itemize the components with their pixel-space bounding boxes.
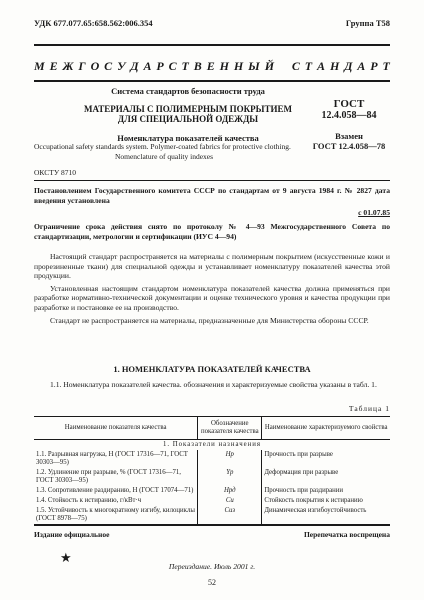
table-row: [34, 468, 390, 486]
banner-letter: Д: [130, 58, 139, 73]
banner-letter: Р: [156, 58, 164, 73]
banner-letter: Н: [219, 58, 229, 73]
english-title: [34, 142, 334, 161]
intro-date: с 01.07.85: [358, 208, 390, 217]
paragraph-exclusion: Стандарт не распространяется на материалы, предназначенные для Министерства обороны СССР.: [50, 315, 369, 325]
system-title: Система стандартов безопасности труда: [111, 86, 265, 96]
row-property: Деформация при разрыве: [262, 468, 390, 486]
row-property: Стойкость покрытия к истиранию: [262, 496, 390, 506]
english-title-line2: Nomenclature of quality indexes: [114, 151, 214, 161]
quality-index-table: [34, 416, 390, 524]
row-name: 1.1. Разрывная нагрузка, Н (ГОСТ 17316—71, ГОСТ 30303—95): [36, 451, 188, 466]
reprint-prohibited: Перепечатка воспрещена: [303, 530, 390, 539]
header-row: [34, 18, 390, 32]
row-symbol: Hрд: [198, 486, 262, 496]
banner-letter: Д: [344, 58, 353, 73]
row-name: 1.5. Устойчивость к многократному изгибу, килоциклы (ГОСТ 8978—75): [36, 507, 195, 522]
instead-number: ГОСТ 12.4.058—78: [312, 141, 386, 151]
banner-letter: У: [117, 58, 126, 73]
banner-letter: М: [34, 58, 45, 73]
row-property: Прочность при разрыве: [262, 450, 390, 468]
udk-code: УДК 677.077.65:658.562:006.354: [34, 18, 153, 28]
row-property: Прочность при раздирании: [262, 486, 390, 496]
banner-letter: Н: [233, 58, 244, 73]
star-icon: ★: [60, 550, 72, 565]
intro-paragraphs: [34, 252, 390, 328]
banner-letter: В: [193, 58, 202, 73]
row-property: Динамическая изгибоустойчивость: [262, 506, 390, 524]
row-symbol: Yр: [198, 468, 262, 486]
row-name: 1.2. Удлинение при разрыве, % (ГОСТ 17316—71, ГОСТ 30303—95): [36, 469, 181, 484]
banner-letter: С: [168, 58, 177, 73]
footer-rule: [34, 524, 390, 526]
banner-letter: Н: [329, 58, 340, 73]
decree-text: Постановлением Государственного комитета СССР по стандартам от 9 августа 1984 г. № 2827 дата введения установлена: [34, 186, 390, 205]
page-number: 52: [208, 578, 216, 587]
banner-letter: Г: [78, 58, 86, 73]
banner-letter: О: [90, 58, 100, 73]
row-symbol: Hр: [198, 450, 262, 468]
header-symbol: Обозначение показателя качества: [198, 417, 262, 440]
banner-letter: С: [291, 58, 300, 73]
banner-rule: [34, 80, 390, 82]
banner-letter: Ы: [248, 58, 260, 73]
official-edition: Издание официальное: [34, 530, 110, 539]
row-name: 1.3. Сопротивление раздиранию, Н (ГОСТ 17074—71): [36, 487, 194, 494]
title-block: [78, 86, 298, 143]
banner-letter: С: [104, 58, 113, 73]
gost-label: ГОСТ: [333, 98, 365, 110]
okstu-code: ОКСТУ 8710: [34, 168, 77, 177]
main-title-line1: МАТЕРИАЛЫ С ПОЛИМЕРНЫМ ПОКРЫТИЕМ: [84, 104, 292, 114]
header-property: Наименование характеризуемого свойства: [262, 417, 390, 440]
table-row: [34, 450, 390, 468]
instead-label: Взамен: [335, 131, 363, 141]
okstu-rule: [34, 180, 390, 181]
banner-letter: Т: [304, 58, 313, 73]
banner-letter: А: [357, 58, 366, 73]
table-row: [34, 506, 390, 524]
row-name: 1.4. Стойкость к истиранию, г/кВт·ч: [36, 497, 142, 504]
banner-letter: Р: [370, 58, 378, 73]
group-label: 1. Показатели назначения: [162, 441, 262, 448]
banner-letter: Е: [206, 58, 215, 73]
banner-letter: А: [143, 58, 152, 73]
subtitle: Номенклатура показателей качества: [117, 133, 259, 143]
section-intro: 1.1. Номенклатура показателей качества. обозначения и характеризуемые свойства указаны в табл. 1.: [50, 380, 377, 389]
gost-number: 12.4.058—84: [321, 110, 377, 121]
interstate-standard-banner: [34, 58, 390, 74]
paragraph-application: Установленная настоящим стандартом номенклатура показателей качества должна применяться при разработке нормативно-технической документации и оценке технического уровня и качества продукции при разработке и постановке ее на производство.: [34, 283, 390, 312]
reissue-note: Переиздание. Июль 2001 г.: [168, 562, 256, 571]
banner-letter: Е: [49, 58, 58, 73]
restriction-text: Ограничение срока действия снято по протоколу № 4—93 Межгосударственного Совета по стандартизации, метрологии и сертификации (ИУС 4—94): [34, 222, 390, 241]
main-title-line2: ДЛЯ СПЕЦИАЛЬНОЙ ОДЕЖДЫ: [117, 114, 259, 124]
table-row: [34, 496, 390, 506]
row-symbol: Cиз: [198, 506, 262, 524]
top-rule: [34, 44, 390, 46]
section-title: 1. НОМЕНКЛАТУРА ПОКАЗАТЕЛЕЙ КАЧЕСТВА: [113, 364, 311, 374]
row-symbol: Cи: [198, 496, 262, 506]
english-title-line1: Occupational safety standards system. Polymer-coated fabrics for protective clothing.: [34, 142, 291, 151]
table-header-row: [34, 417, 390, 440]
banner-letter: Т: [181, 58, 189, 73]
table-group-row: [34, 440, 390, 451]
paragraph-scope: Настоящий стандарт распространяется на материалы с полимерным покрытием (искусственные кожи и прорезиненные ткани) для специальной одежды и устанавливает номенклатуру показателей качества этой продукции.: [34, 252, 390, 281]
banner-letter: А: [317, 58, 326, 73]
banner-letter: Й: [264, 58, 275, 73]
group-code: Группа Т58: [345, 18, 390, 28]
banner-letter: Ж: [62, 58, 74, 73]
banner-letter: Т: [382, 58, 390, 73]
table-row: [34, 486, 390, 496]
table-caption: Таблица 1: [348, 404, 390, 413]
header-name: Наименование показателя качества: [34, 417, 198, 440]
